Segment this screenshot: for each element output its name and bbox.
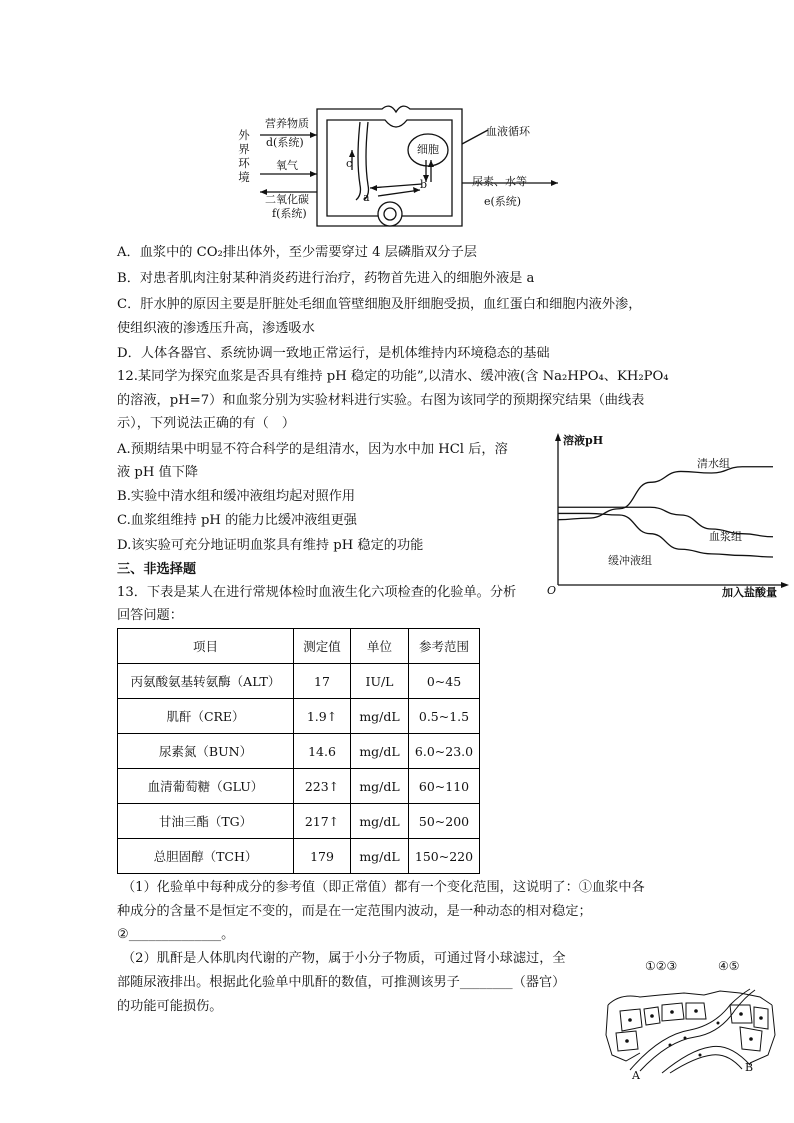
cell-reference: 150~220: [409, 839, 480, 874]
legend-buffer: 缓冲液组: [608, 554, 652, 567]
table-row: [118, 699, 480, 734]
nutrients-label: 营养物质: [265, 117, 309, 130]
cell-label: 细胞: [417, 143, 439, 156]
cell-value: 1.9↑: [294, 699, 351, 734]
cell-value: 14.6: [294, 734, 351, 769]
header-reference: 参考范围: [409, 629, 480, 664]
y-axis-arrow: [555, 433, 561, 441]
header-item: 项目: [118, 629, 294, 664]
table-row: [118, 839, 480, 874]
urea-water-label: 尿素、水等: [472, 175, 527, 188]
chart-ylabel: 溶液pH: [563, 434, 604, 447]
cell-unit: mg/dL: [351, 804, 409, 839]
chart-xlabel: 加入盐酸量: [722, 586, 777, 599]
cell-item: 肌酐（CRE）: [118, 699, 294, 734]
table-row: [118, 734, 480, 769]
q11-option-d: D．人体各器官、系统协调一致地正常运行，是机体维持内环境稳态的基础: [117, 346, 550, 361]
q13-part1-line3: ②______________。: [117, 927, 235, 942]
system-d-label: d(系统): [266, 136, 304, 149]
label-a: a: [363, 191, 370, 204]
q13-intro-2: 回答问题：: [117, 608, 183, 623]
q12-option-a: A.预期结果中明显不符合科学的是组清水，因为水中加 HCl 后，溶: [117, 442, 508, 457]
q13-part1-line1: （1）化验单中每种成分的参考值（即正常值）都有一个变化范围，这说明了：①血浆中各: [122, 880, 645, 895]
cell-value: 223↑: [294, 769, 351, 804]
q13-intro-1: 13．下表是某人在进行常规体检时血液生化六项检查的化验单。分析: [117, 585, 517, 600]
label-b: b: [420, 178, 428, 191]
cell-value: 17: [294, 664, 351, 699]
cell-item: 血清葡萄糖（GLU）: [118, 769, 294, 804]
co2-label: 二氧化碳: [265, 193, 309, 206]
q13-part2-line1: （2）肌酐是人体肌肉代谢的产物，属于小分子物质，可通过肾小球滤过，全: [122, 951, 566, 966]
cell-reference: 60~110: [409, 769, 480, 804]
label-c: c: [346, 157, 353, 170]
x-axis-arrow: [781, 582, 789, 588]
q12-option-c: C.血浆组维持 pH 的能力比缓冲液组更强: [117, 513, 357, 528]
blood-circulation-label: 血液循环: [486, 125, 530, 138]
tissue-label-a: A: [632, 1069, 640, 1082]
cell-reference: 50~200: [409, 804, 480, 839]
q11-option-c: C．肝水肿的原因主要是肝脏处毛细血管壁细胞及肝细胞受损，血红蛋白和细胞内液外渗，: [117, 297, 642, 312]
q12-option-d: D.该实验可充分地证明血浆具有维持 pH 稳定的功能: [117, 538, 424, 553]
q13-part2-line2: 部随尿液排出。根据此化验单中肌酐的数值，可推测该男子________（器官）: [117, 975, 566, 990]
table-row: [118, 804, 480, 839]
cell-unit: mg/dL: [351, 699, 409, 734]
q12-stem-2: 的溶液，pH=7）和血浆分别为实验材料进行实验。右图为该同学的预期探究结果（曲线表: [117, 393, 645, 408]
cell-value: 217↑: [294, 804, 351, 839]
q12-stem-3: 示），下列说法正确的有（ ）: [117, 416, 296, 431]
outside-env-label: 外 界 环 境: [238, 128, 250, 184]
cell-item: 尿素氮（BUN）: [118, 734, 294, 769]
q12-option-b: B.实验中清水组和缓冲液组均起对照作用: [117, 489, 356, 504]
q11-option-b: B．对患者肌肉注射某种消炎药进行治疗，药物首先进入的细胞外液是 a: [117, 271, 535, 286]
tissue-label-b: B: [745, 1061, 754, 1074]
system-f-label: f(系统): [272, 207, 307, 220]
chart-origin: O: [547, 584, 557, 597]
cell-reference: 0.5~1.5: [409, 699, 480, 734]
cell-unit: mg/dL: [351, 734, 409, 769]
cell-unit: IU/L: [351, 664, 409, 699]
cell-value: 179: [294, 839, 351, 874]
cell-reference: 6.0~23.0: [409, 734, 480, 769]
section-3-title: 三、非选择题: [117, 562, 197, 577]
cell-item: 丙氨酸氨基转氨酶（ALT）: [118, 664, 294, 699]
q11-option-c-cont: 使组织液的渗透压升高，渗透吸水: [117, 321, 315, 336]
tissue-labels-1-3: ①②③: [645, 959, 678, 973]
header-value: 测定值: [294, 629, 351, 664]
system-e-label: e(系统): [484, 195, 522, 208]
tissue-diagram: [600, 975, 780, 1075]
cell-reference: 0~45: [409, 664, 480, 699]
legend-plasma: 血浆组: [709, 530, 742, 543]
cell-item: 甘油三酯（TG）: [118, 804, 294, 839]
q12-stem-1: 12.某同学为探究血浆是否具有维持 pH 稳定的功能”,以清水、缓冲液(含 Na₂HPO₄、KH₂PO₄: [117, 369, 669, 384]
oxygen-label: 氧气: [276, 159, 298, 172]
cell-unit: mg/dL: [351, 839, 409, 874]
cell-item: 总胆固醇（TCH）: [118, 839, 294, 874]
lab-results-table: [117, 628, 480, 874]
table-row: [118, 769, 480, 804]
table-header-row: [118, 629, 480, 664]
header-unit: 单位: [351, 629, 409, 664]
legend-water: 清水组: [697, 457, 730, 470]
ph-chart: [540, 430, 790, 605]
q12-option-a-cont: 液 pH 值下降: [117, 465, 199, 480]
q11-option-a: A．血浆中的 CO₂排出体外，至少需要穿过 4 层磷脂双分子层: [117, 245, 477, 260]
table-row: [118, 664, 480, 699]
tissue-labels-4-5: ④⑤: [718, 959, 740, 973]
cell-unit: mg/dL: [351, 769, 409, 804]
q13-part2-line3: 的功能可能损伤。: [117, 999, 223, 1014]
q13-part1-line2: 种成分的含量不是恒定不变的，而是在一定范围内波动，是一种动态的相对稳定；: [117, 904, 592, 919]
